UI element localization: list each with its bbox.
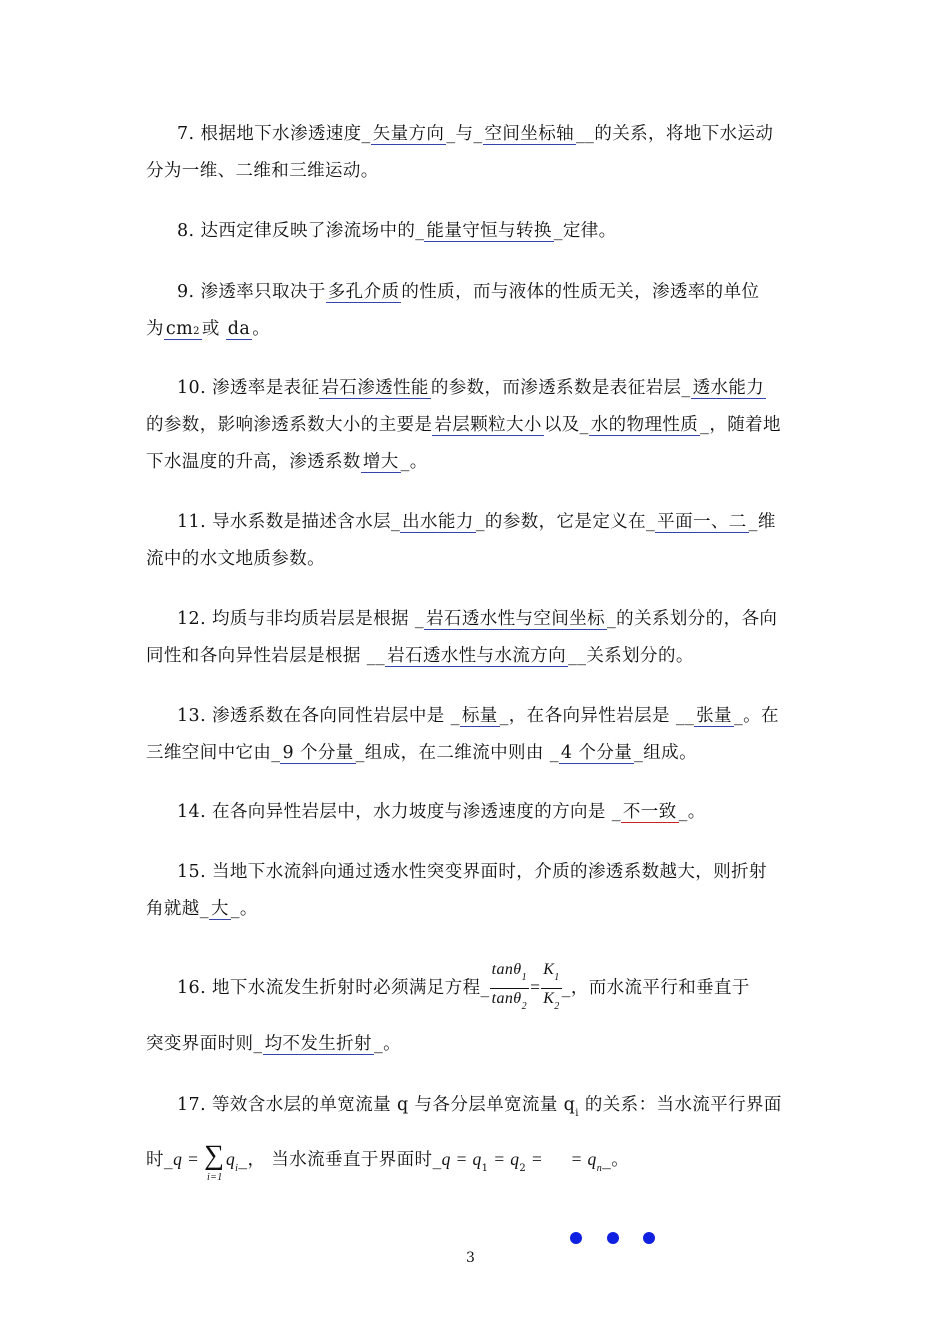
q9-line2: 为 cm2 或 da 。 [146, 319, 271, 339]
q16-k-fraction: $\frac{K_1}{K_2}$ [541, 960, 561, 1017]
q9-blank-unit-1: cm2 [165, 319, 200, 339]
q16-line1: 16. 地下水流发生折射时必须满足方程_ $\frac{\tan\theta_1}{\tan\theta_2}$ = $\frac{K_1}{K_2}$ _，而水流平行和垂直于 [177, 960, 810, 1017]
q11-line2: 流中的水文地质参数。 [146, 549, 325, 569]
q10-line2: 的参数，影响渗透系数大小的主要是 岩层颗粒大小 以及_ 水的物理性质 _，随着地 [146, 415, 781, 435]
q16-line2: 突变界面时则_ 均不发生折射 _。 [146, 1034, 402, 1054]
q17-line1: 17. 等效含水层的单宽流量 q 与各分层单宽流量 $q_i$ 的关系：当水流平行界面 [177, 1095, 782, 1119]
q7-line1: 7. 根据地下水渗透速度_ 矢量方向 _与_ 空间坐标轴 __的关系，将地下水运动 [177, 124, 774, 144]
q9-blank-1: 多孔介质 [327, 282, 400, 302]
q13-line2: 三维空间中它由_ 9 个分量 _组成，在二维流中则由 _ 4 个分量 _组成。 [146, 743, 697, 763]
q14-line1: 14. 在各向异性岩层中，水力坡度与渗透速度的方向是 _ 不一致 _。 [177, 802, 706, 822]
q7-line2: 分为一维、二维和三维运动。 [146, 161, 379, 181]
page-number: 3 [466, 1250, 475, 1266]
q15-blank-1: 大 [210, 899, 229, 919]
decorative-dot-icon [643, 1232, 655, 1244]
q10-blank-2: 透水能力 [692, 378, 765, 398]
decorative-dot-icon [607, 1232, 619, 1244]
q16-blank-1: 均不发生折射 [264, 1034, 372, 1054]
q12-line2: 同性和各向异性岩层是根据 __ 岩石透水性与水流方向 __关系划分的。 [146, 646, 694, 666]
q10-blank-1: 岩石渗透性能 [321, 378, 429, 398]
q13-blank-4: 4 个分量 [560, 743, 633, 763]
q10-line1: 10. 渗透率是表征 岩石渗透性能 的参数，而渗透系数是表征岩层_ 透水能力 [177, 378, 765, 398]
q10-blank-4: 水的物理性质 [590, 415, 699, 435]
q17-line2: 时_q = ∑ i=1 $q_i\_$， 当水流垂直于界面时_q = $q_1 = q_2$ = = $q_n\_$。 [146, 1139, 630, 1183]
q11-line1: 11. 导水系数是描述含水层_ 出水能力 _的参数，它是定义在_ 平面一、二 _维 [177, 512, 776, 532]
q10-blank-3: 岩层颗粒大小 [434, 415, 542, 435]
q13-blank-3: 9 个分量 [282, 743, 354, 763]
q8-blank-1: 能量守恒与转换 [426, 221, 552, 241]
q10-blank-5: 增大 [362, 452, 399, 472]
q9-blank-unit-2: da [227, 319, 251, 339]
q12-blank-2: 岩石透水性与水流方向 [387, 646, 567, 666]
q16-tan-fraction: $\frac{\tan\theta_1}{\tan\theta_2}$ [490, 960, 529, 1017]
q15-line2: 角就越_ 大 _。 [146, 899, 258, 919]
q9-line1: 9. 渗透率只取决于 多孔介质 的性质，而与液体的性质无关，渗透率的单位 [177, 282, 760, 302]
q10-line3: 下水温度的升高，渗透系数 增大 _。 [146, 452, 428, 472]
q13-blank-1: 标量 [461, 706, 498, 726]
decorative-dot-icon [570, 1232, 582, 1244]
q11-blank-2: 平面一、二 [657, 512, 747, 532]
q14-blank-1: 不一致 [622, 802, 677, 822]
q15-line1: 15. 当地下水流斜向通过透水性突变界面时，介质的渗透系数越大，则折射 [177, 862, 767, 882]
q13-blank-2: 张量 [696, 706, 732, 726]
q17-sum-symbol: ∑ i=1 [203, 1139, 225, 1183]
q8-line1: 8. 达西定律反映了渗流场中的_ 能量守恒与转换 _定律。 [177, 221, 617, 241]
q13-line1: 13. 渗透系数在各向同性岩层中是 _ 标量 _，在各向异性岩层是 __ 张量 _。在 [177, 706, 779, 726]
q12-line1: 12. 均质与非均质岩层是根据 _ 岩石透水性与空间坐标 _的关系划分的，各向 [177, 609, 778, 629]
q7-blank-1: 矢量方向 [372, 124, 445, 144]
q11-blank-1: 出水能力 [402, 512, 474, 532]
q7-blank-2: 空间坐标轴 [484, 124, 575, 144]
q12-blank-1: 岩石透水性与空间坐标 [426, 609, 606, 629]
